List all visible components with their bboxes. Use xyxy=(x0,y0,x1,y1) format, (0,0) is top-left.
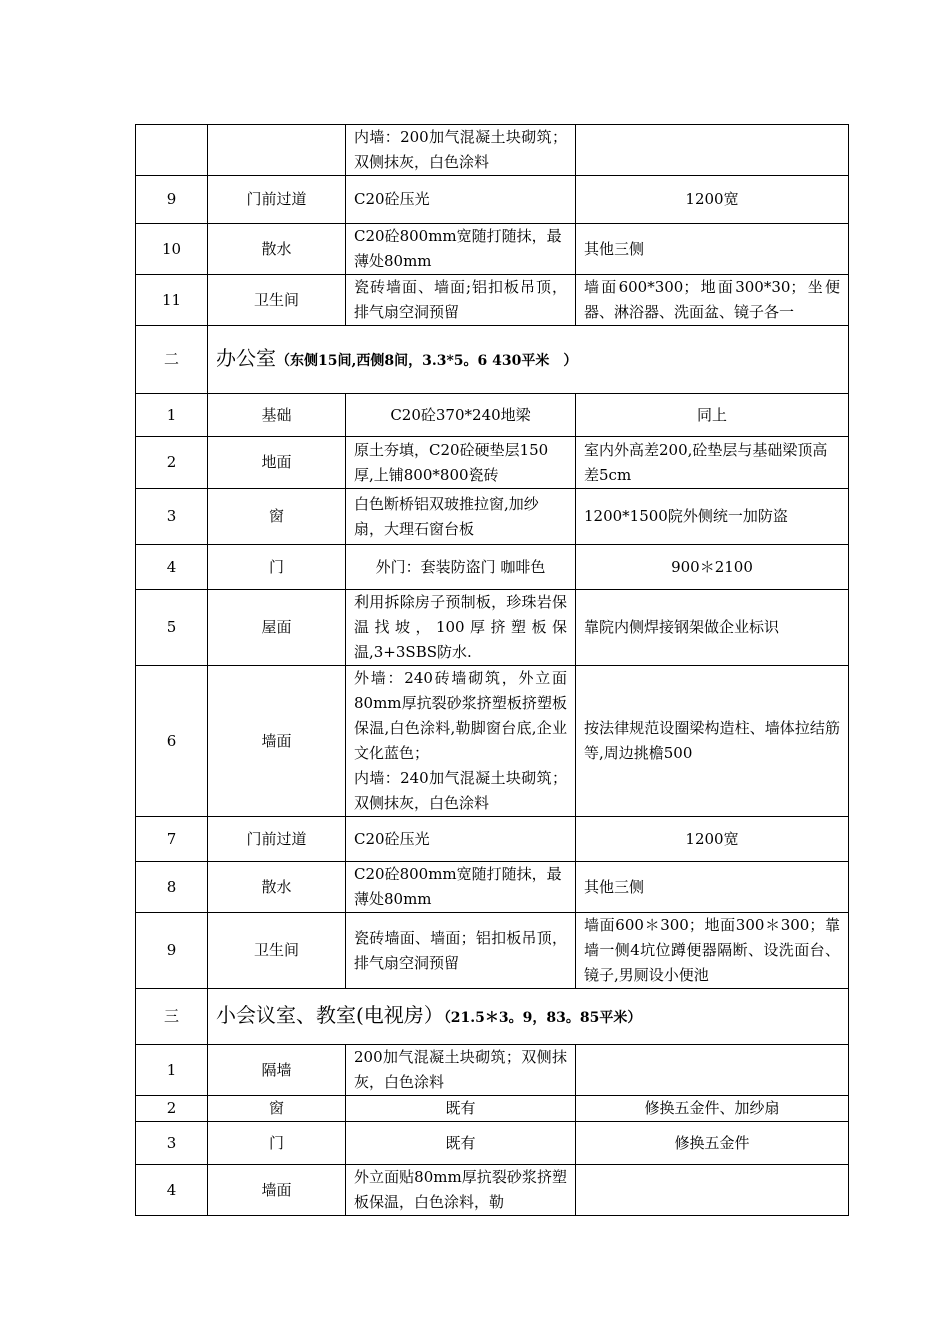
table-row xyxy=(136,1165,849,1216)
table-row xyxy=(136,394,849,437)
note-text: 1200宽 xyxy=(576,176,849,224)
row-number xyxy=(136,125,208,176)
row-number: 6 xyxy=(136,666,208,817)
item-name: 窗 xyxy=(208,1096,346,1122)
spec-text: C20砼370*240地梁 xyxy=(346,394,576,437)
item-name: 地面 xyxy=(208,437,346,489)
spec-text: C20砼压光 xyxy=(346,176,576,224)
spec-line: 外墙：240砖墙砌筑，外立面80mm厚抗裂砂浆挤塑板挤塑板保温,白色涂料,勒脚窗台底,企业文化蓝色； xyxy=(354,669,567,762)
item-name: 卫生间 xyxy=(208,913,346,989)
note-text: 墙面600＊300；地面300＊300；靠墙一侧4坑位蹲便器隔断、设洗面台、镜子,男厕设小便池 xyxy=(576,913,849,989)
note-text: 靠院内侧焊接钢架做企业标识 xyxy=(576,590,849,666)
row-number: 11 xyxy=(136,275,208,326)
row-number: 10 xyxy=(136,224,208,275)
note-text: 900＊2100 xyxy=(576,545,849,590)
spec-text: C20砼800mm宽随打随抹，最薄处80mm xyxy=(346,862,576,913)
row-number: 9 xyxy=(136,176,208,224)
spec-text: 原土夯填，C20砼硬垫层150厚,上铺800*800瓷砖 xyxy=(346,437,576,489)
spec-text: C20砼800mm宽随打随抹，最薄处80mm xyxy=(346,224,576,275)
section-title: 小会议室、教室(电视房） xyxy=(216,1002,444,1027)
note-text: 室内外高差200,砼垫层与基础梁顶高差5cm xyxy=(576,437,849,489)
note-text: 修换五金件、加纱扇 xyxy=(576,1096,849,1122)
item-name: 散水 xyxy=(208,224,346,275)
note-text: 按法律规范设圈梁构造柱、墙体拉结筋等,周边挑檐500 xyxy=(576,666,849,817)
section-header-row xyxy=(136,326,849,394)
table-row xyxy=(136,817,849,862)
note-text: 修换五金件 xyxy=(576,1122,849,1165)
item-name: 门前过道 xyxy=(208,176,346,224)
section-heading xyxy=(208,326,849,394)
spec-text: 利用拆除房子预制板，珍珠岩保温找坡，100厚挤塑板保温,3+3SBS防水. xyxy=(346,590,576,666)
row-number: 1 xyxy=(136,394,208,437)
spec-text: 瓷砖墙面、墙面;铝扣板吊顶，排气扇空洞预留 xyxy=(346,275,576,326)
item-name: 隔墙 xyxy=(208,1045,346,1096)
table-row xyxy=(136,489,849,545)
section-subtitle: （21.5＊3。9，83。85平米） xyxy=(443,1009,642,1026)
row-number: 3 xyxy=(136,489,208,545)
spec-text: 外门：套装防盗门 咖啡色 xyxy=(346,545,576,590)
section-number: 三 xyxy=(136,989,208,1045)
row-number: 2 xyxy=(136,437,208,489)
note-text: 其他三侧 xyxy=(576,862,849,913)
item-name: 门 xyxy=(208,545,346,590)
table-row xyxy=(136,1122,849,1165)
note-text: 其他三侧 xyxy=(576,224,849,275)
table-row xyxy=(136,125,849,176)
spec-text: 既有 xyxy=(346,1096,576,1122)
note-text: 墙面600*300；地面300*30；坐便器、淋浴器、洗面盆、镜子各一 xyxy=(576,275,849,326)
table-row xyxy=(136,1045,849,1096)
spec-text: 既有 xyxy=(346,1122,576,1165)
row-number: 9 xyxy=(136,913,208,989)
spec-table xyxy=(135,124,849,1216)
spec-text: 内墙：200加气混凝土块砌筑；双侧抹灰，白色涂料 xyxy=(346,125,576,176)
item-name: 窗 xyxy=(208,489,346,545)
note-text: 1200宽 xyxy=(576,817,849,862)
row-number: 3 xyxy=(136,1122,208,1165)
item-name: 门 xyxy=(208,1122,346,1165)
item-name: 散水 xyxy=(208,862,346,913)
spec-text: 瓷砖墙面、墙面；铝扣板吊顶，排气扇空洞预留 xyxy=(346,913,576,989)
spec-cell xyxy=(346,666,576,817)
item-name xyxy=(208,125,346,176)
note-text xyxy=(576,1045,849,1096)
section-number: 二 xyxy=(136,326,208,394)
section-subtitle: （东侧15间,西侧8间，3.3*5。6 430平米 ） xyxy=(276,352,578,369)
item-name: 门前过道 xyxy=(208,817,346,862)
table-row xyxy=(136,1096,849,1122)
section-header-row xyxy=(136,989,849,1045)
section-title: 办公室 xyxy=(216,345,276,370)
note-text: 同上 xyxy=(576,394,849,437)
table-row xyxy=(136,862,849,913)
table-row xyxy=(136,224,849,275)
section-heading xyxy=(208,989,849,1045)
note-text: 1200*1500院外侧统一加防盗 xyxy=(576,489,849,545)
item-name: 基础 xyxy=(208,394,346,437)
table-row xyxy=(136,666,849,817)
table-row xyxy=(136,275,849,326)
table-row xyxy=(136,545,849,590)
row-number: 4 xyxy=(136,1165,208,1216)
spec-line: 内墙：240加气混凝土块砌筑；双侧抹灰，白色涂料 xyxy=(354,769,567,812)
row-number: 2 xyxy=(136,1096,208,1122)
item-name: 墙面 xyxy=(208,1165,346,1216)
row-number: 8 xyxy=(136,862,208,913)
table-row xyxy=(136,590,849,666)
note-text xyxy=(576,125,849,176)
item-name: 屋面 xyxy=(208,590,346,666)
row-number: 1 xyxy=(136,1045,208,1096)
spec-text: C20砼压光 xyxy=(346,817,576,862)
item-name: 墙面 xyxy=(208,666,346,817)
table-row xyxy=(136,176,849,224)
table-row xyxy=(136,437,849,489)
row-number: 7 xyxy=(136,817,208,862)
item-name: 卫生间 xyxy=(208,275,346,326)
table-row xyxy=(136,913,849,989)
row-number: 4 xyxy=(136,545,208,590)
note-text xyxy=(576,1165,849,1216)
row-number: 5 xyxy=(136,590,208,666)
spec-text: 白色断桥铝双玻推拉窗,加纱扇，大理石窗台板 xyxy=(346,489,576,545)
spec-text: 200加气混凝土块砌筑；双侧抹灰，白色涂料 xyxy=(346,1045,576,1096)
spec-text: 外立面贴80mm厚抗裂砂浆挤塑板保温，白色涂料，勒 xyxy=(346,1165,576,1216)
